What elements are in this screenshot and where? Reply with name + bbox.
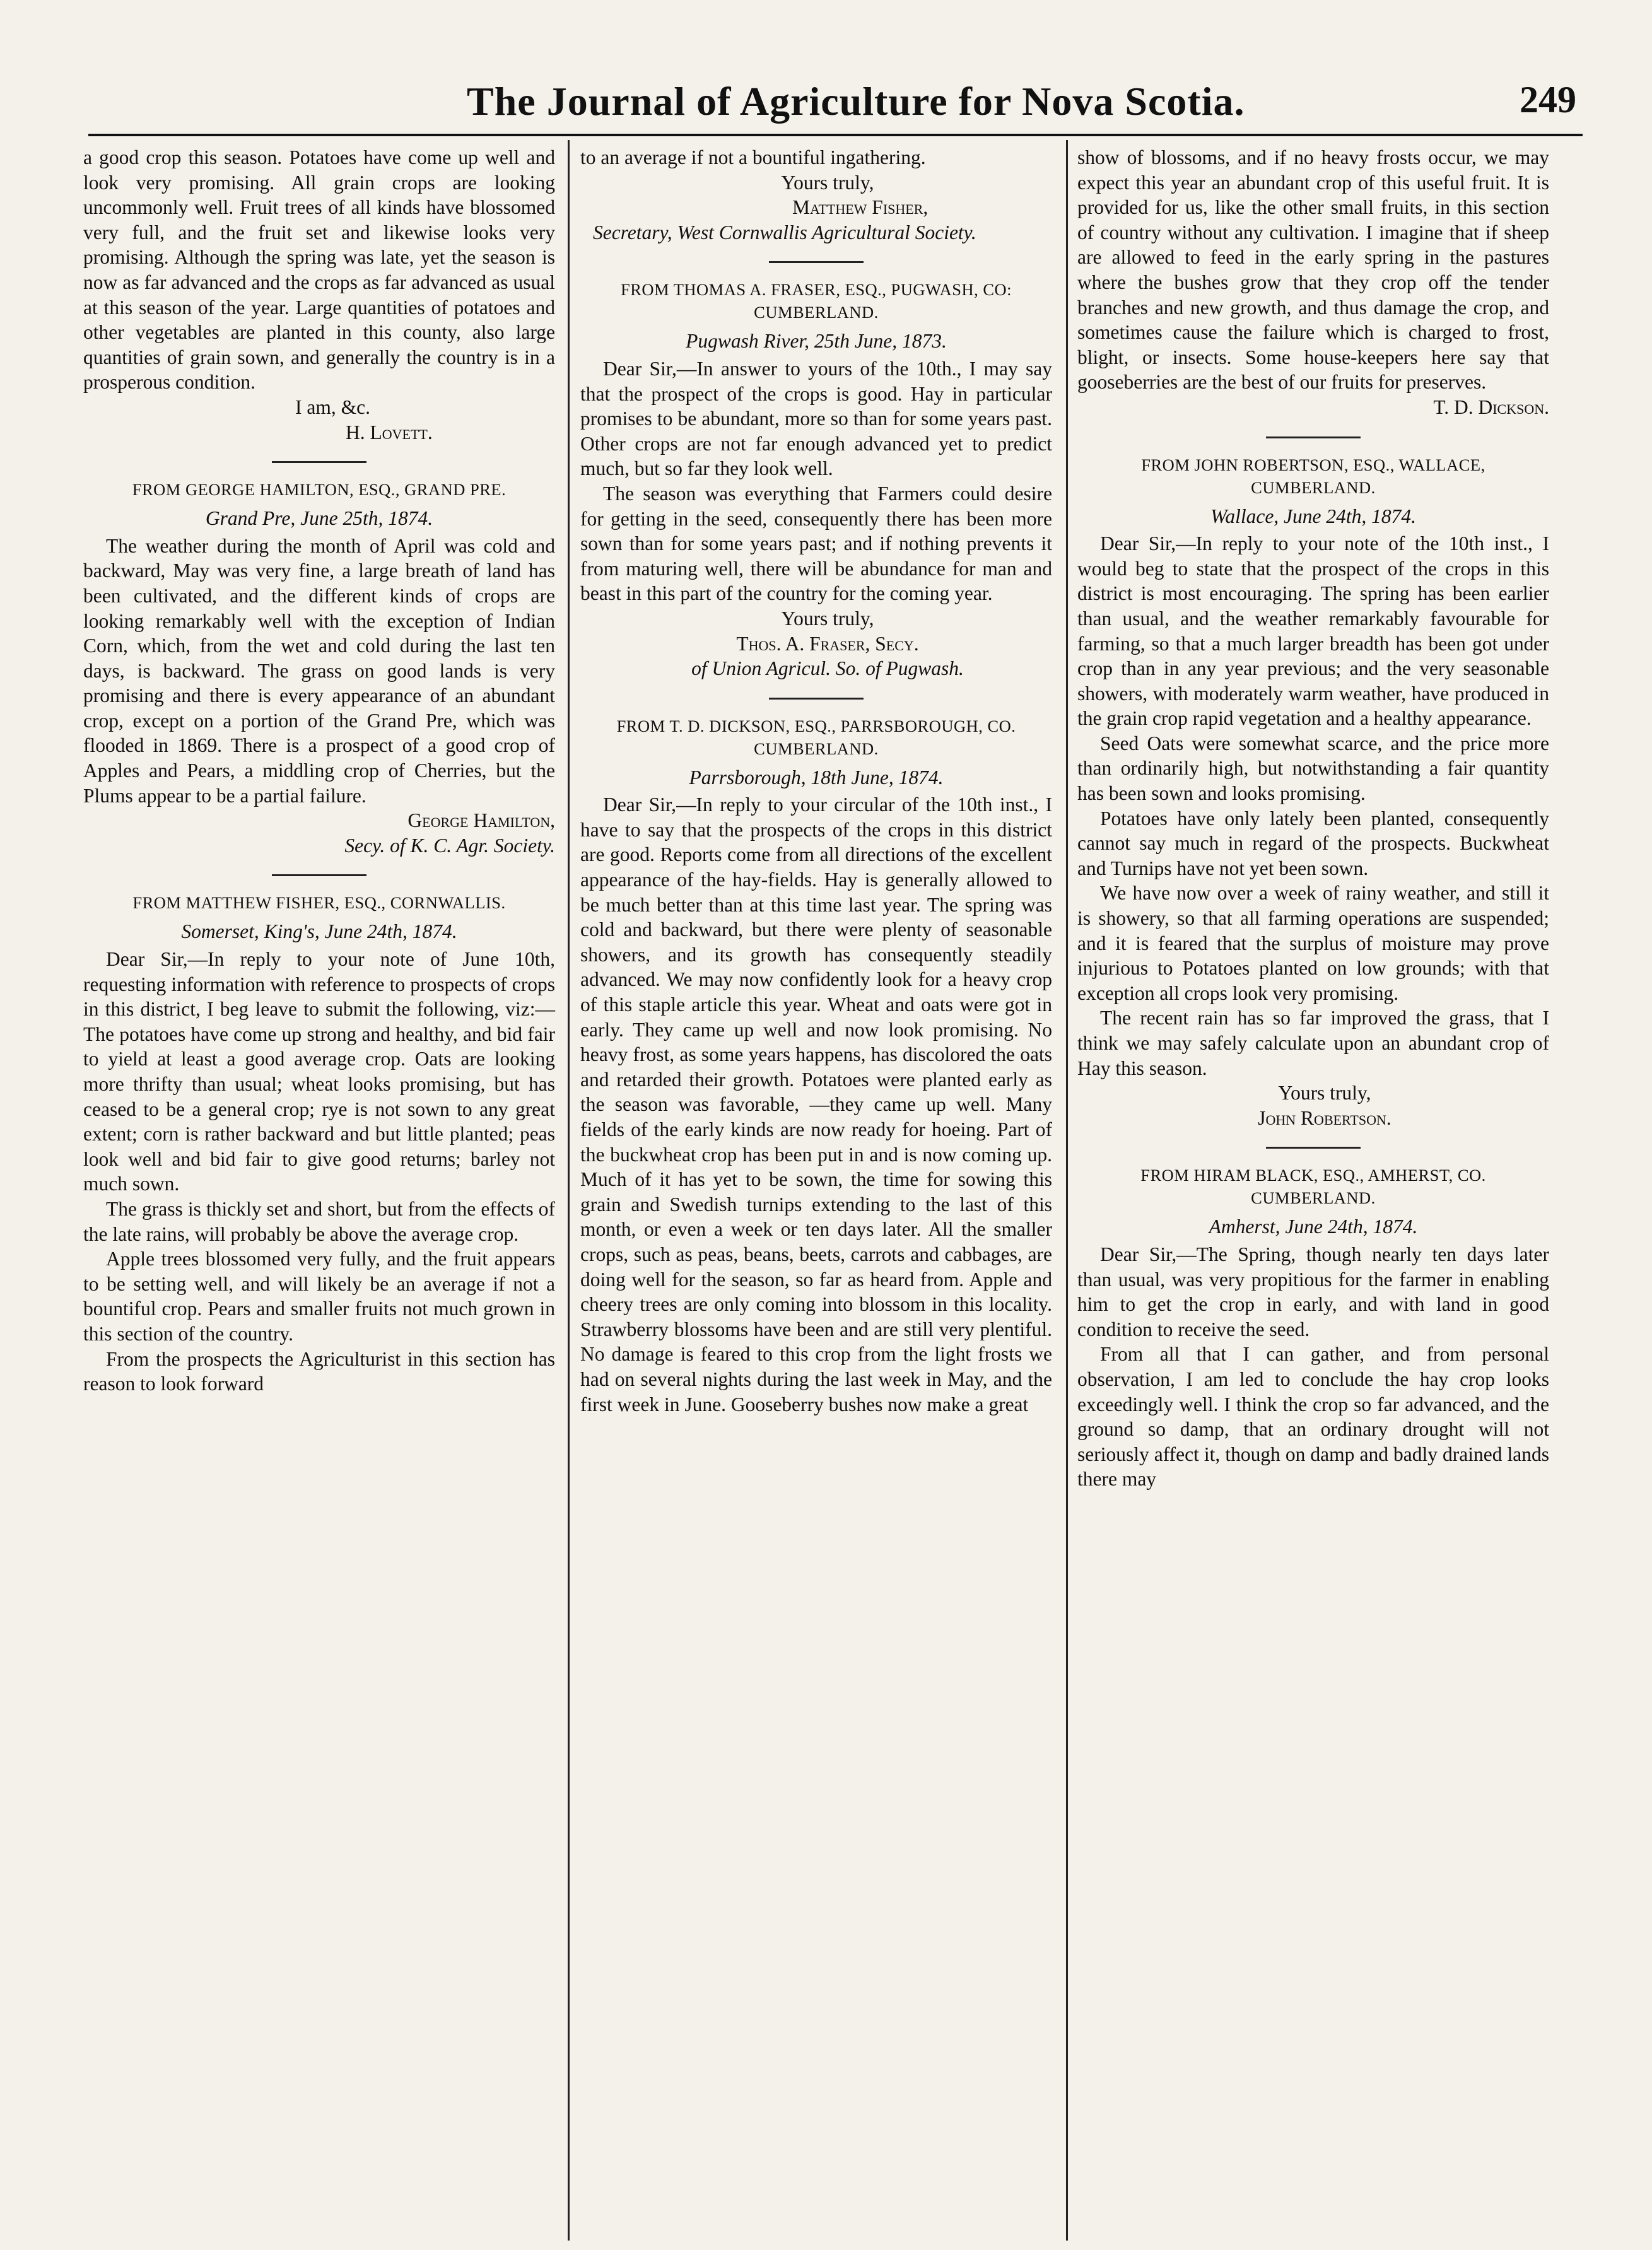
paragraph: The weather during the month of April was cold and backward, May was very fine, a large breath of land has been cultivated, and the different kinds of crops are looking remarkably well with the exception of Indian Corn, which, from the wet and cold during the last ten days, is backward. The grass on good lands is very promising and there is every appearance of an abundant crop, except on a portion of the Grand Pre, which was flooded in 1869. There is a prospect of a good crop of Apples and Pears, a middling crop of Cherries, but the Plums appear to be a partial failure. — [83, 534, 555, 807]
dateline: Parrsborough, 18th June, 1874. — [689, 766, 944, 788]
signature: T. D. Dickson. — [1433, 396, 1549, 418]
signature: George Hamilton, — [407, 809, 555, 832]
letter-heading: FROM THOMAS A. FRASER, ESQ., PUGWASH, CO: CUMBERLAND. — [620, 280, 1012, 322]
section-divider — [1266, 437, 1361, 438]
paragraph: From the prospects the Agriculturist in this section has reason to look forward — [83, 1347, 555, 1395]
paragraph: show of blossoms, and if no heavy frosts occur, we may expect this year an abundant crop of this useful fruit. It is provided for us, like the other small fruits, in this section of country without any cultivation. I imagine that if sheep are allowed to feed in the early spring in the pastures where the bushes grow that they crop off the tender branches and new growth, and thus damage the crop, and sometimes cause the failure which is charged to frost, blight, or insects. Some house-keepers here say that gooseberries are the best of our fruits for preserves. — [1077, 146, 1549, 394]
letter-heading: FROM T. D. DICKSON, ESQ., PARRSBOROUGH, CO. CUMBERLAND. — [616, 716, 1016, 758]
section-divider — [1266, 1147, 1361, 1149]
signature: John Robertson. — [1258, 1106, 1391, 1129]
column-1 — [83, 145, 555, 1397]
paragraph: to an average if not a bountiful ingathering. — [580, 146, 926, 168]
running-header — [88, 76, 1583, 132]
paragraph: Dear Sir,—In answer to yours of the 10th., I may say that the prospect of the crops is good. Hay in particular promises to be abundant, more so than for some years past. Other crops are not far enough advanced yet to predict much, but so far they look well. — [580, 357, 1052, 480]
paragraph: Dear Sir,—The Spring, though nearly ten days later than usual, was very propitious for the farmer in enabling him to get the crop in early, and with land in good condition to receive the seed. — [1077, 1243, 1549, 1340]
paragraph: Apple trees blossomed very fully, and the fruit appears to be setting well, and will likely be an average if not a bountiful crop. Pears and smaller fruits not much grown in this section of the country. — [83, 1248, 555, 1345]
paragraph: The season was everything that Farmers could desire for getting in the seed, consequently there has been more sown than for some years past; and if nothing prevents it from maturing well, there will be abundance for man and beast in this part of the country for the coming year. — [580, 482, 1052, 605]
closing: I am, &c. — [295, 396, 370, 418]
paragraph: We have now over a week of rainy weather, and still it is showery, so that all farming operations are suspended; and it is feared that the surplus of moisture may prove injurious to Potatoes planted on low grounds; with that exception all crops look very promising. — [1077, 882, 1549, 1004]
column-separator — [568, 140, 570, 2241]
paragraph: Dear Sir,—In reply to your note of June 10th, requesting information with reference to prospects of crops in this district, I beg leave to submit the following, viz:—The potatoes have come up strong and healthy, and bid fair to yield at least a good average crop. Oats are looking more thrifty than usual; wheat looks promising, but has ceased to be a general crop; rye is not sown to any great extent; corn is rather backward and but little planted; peas look well and bid fair to give good returns; barley not much sown. — [83, 948, 555, 1195]
paragraph: The recent rain has so far improved the grass, that I think we may safely calculate upon an abundant crop of Hay this season. — [1077, 1007, 1549, 1079]
dateline: Pugwash River, 25th June, 1873. — [686, 330, 947, 353]
paragraph: Dear Sir,—In reply to your circular of the 10th inst., I have to say that the prospects of the crops in this district are good. Reports come from all directions of the excellent appearance of the hay-fields. Hay is generally allowed to be much better than at this time last year. The spring was cold and backward, but there were plenty of seasonable showers, and its growth has consequently steadily advanced. We may now confidently look for a heavy crop of this staple article this year. Wheat and oats were got in early. They came up well and now look promising. No heavy frost, as some years happens, has discolored the oats and retarded their growth. Potatoes were planted early as the season was favorable, —they came up well. Many fields of the early kinds are now ready for hoeing. Part of the buckwheat crop has been put in and is now coming up. Much of it has yet to be sown, the time for sowing this grain and Swedish turnips extending to the last of this month, or even a week or ten days later. All the smaller crops, such as peas, beans, beets, carrots and cabbages, are doing well for the season, so far as heard from. Apple and cheery trees are only coming into blossom in this locality. Strawberry blossoms have been and are still very plentiful. No damage is feared to this crop from the light frosts we had on several nights during the last week in May, and the first week in June. Gooseberry bushes now make a great — [580, 794, 1052, 1415]
dateline: Grand Pre, June 25th, 1874. — [205, 507, 433, 530]
section-divider — [769, 698, 864, 700]
section-divider — [769, 261, 864, 263]
journal-title: The Journal of Agriculture for Nova Scotia. — [467, 79, 1245, 124]
paragraph: Seed Oats were somewhat scarce, and the price more than ordinarily high, but notwithstanding a fair quantity has been sown and looks promising. — [1077, 732, 1549, 805]
letter-heading: FROM JOHN ROBERTSON, ESQ., WALLACE, CUMBERLAND. — [1141, 455, 1485, 497]
dateline: Amherst, June 24th, 1874. — [1209, 1216, 1418, 1238]
closing: Yours truly, — [781, 607, 874, 630]
page-number: 249 — [1520, 79, 1576, 120]
letter-heading: FROM GEORGE HAMILTON, ESQ., GRAND PRE. — [132, 480, 507, 500]
section-divider — [272, 461, 366, 463]
paragraph: Potatoes have only lately been planted, consequently cannot say much in regard of the prospects. Buckwheat and Turnips have not yet been sown. — [1077, 807, 1549, 879]
signer-title: Secy. of K. C. Agr. Society. — [344, 834, 555, 857]
letter-heading: FROM MATTHEW FISHER, ESQ., CORNWALLIS. — [132, 893, 506, 913]
signature: Thos. A. Fraser, Secy. — [736, 632, 919, 655]
letter-heading: FROM HIRAM BLACK, ESQ., AMHERST, CO. CUMBERLAND. — [1140, 1166, 1486, 1208]
dateline: Somerset, King's, June 24th, 1874. — [181, 920, 457, 943]
signer-title: Secretary, West Cornwallis Agricultural Society. — [593, 221, 976, 243]
paragraph: The grass is thickly set and short, but from the effects of the late rains, will probably be above the average crop. — [83, 1197, 555, 1245]
header-rule — [88, 134, 1583, 136]
signature: H. Lovett. — [346, 421, 433, 443]
section-divider — [272, 874, 366, 876]
column-3 — [1077, 145, 1549, 1492]
column-2 — [580, 145, 1052, 1417]
paragraph: a good crop this season. Potatoes have come up well and look very promising. All grain crops are looking uncommonly well. Fruit trees of all kinds have blossomed very full, and the fruit set and likewise looks very promising. Although the spring was late, yet the season is now as far advanced and the crops as far advanced as usual at this season of the year. Large quantities of potatoes and other vegetables are planted in this county, also large quantities of grain sown, and generally the country is in a prosperous condition. — [83, 146, 555, 394]
closing: Yours truly, — [781, 171, 874, 194]
column-separator — [1066, 140, 1068, 2241]
dateline: Wallace, June 24th, 1874. — [1210, 505, 1417, 527]
paragraph: Dear Sir,—In reply to your note of the 10th inst., I would beg to state that the prospect of the crops in this district is most encouraging. The spring has been earlier than usual, and the weather remarkably favourable for farming, so that a much larger breadth has been got under crop than in any year previous; and the very seasonable showers, with moderately warm weather, have produced in the grain crop rapid vegetation and a healthy appearance. — [1077, 532, 1549, 730]
signature: Matthew Fisher, — [792, 196, 929, 219]
signer-title: of Union Agricul. So. of Pugwash. — [691, 657, 964, 680]
closing: Yours truly, — [1278, 1082, 1371, 1104]
paragraph: From all that I can gather, and from personal observation, I am led to conclude the hay crop looks exceedingly well. I think the crop so far advanced, and the ground so damp, that an ordinary drought will not seriously affect it, though on damp and badly drained lands there may — [1077, 1343, 1549, 1491]
